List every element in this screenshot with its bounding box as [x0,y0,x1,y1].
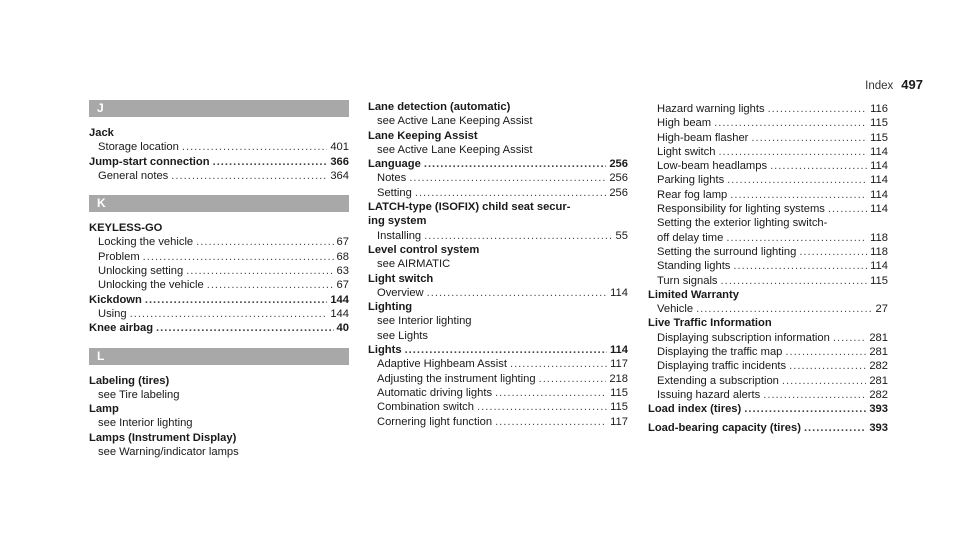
entry-text: Issuing hazard alerts [657,388,761,401]
index-subentry [89,250,349,264]
page-reference[interactable]: 366 [330,155,349,168]
leader-dots [415,186,606,200]
index-entry [368,100,628,114]
index-subentry [648,116,888,130]
entry-text: Jack [89,127,114,139]
index-entry [368,243,628,257]
index-entry [89,293,349,307]
leader-dots [130,307,328,321]
section-gap [89,183,349,195]
page-reference[interactable]: 67 [336,236,349,249]
leader-dots [145,293,327,307]
index-subentry [648,102,888,116]
page-reference[interactable]: 256 [609,158,628,171]
index-subentry [648,216,888,230]
entry-text: Overview [377,286,424,299]
index-subentry [368,357,628,371]
page-reference[interactable]: 115 [870,117,888,130]
page-reference[interactable]: 282 [869,388,888,401]
leader-dots [804,421,866,435]
index-subentry [89,307,349,321]
index-entry [648,288,888,302]
leader-dots [171,169,327,183]
index-subentry [368,314,628,328]
entry-text: Low-beam headlamps [657,160,768,173]
index-column-1 [89,100,349,459]
index-subentry [89,169,349,183]
page-reference[interactable]: 256 [609,186,628,199]
page-reference[interactable]: 117 [610,358,628,371]
entry-text: Lighting [368,301,413,314]
section-letter-j: J [89,100,349,117]
page-reference[interactable]: 68 [336,250,349,263]
page-reference[interactable]: 281 [869,374,888,387]
page-reference[interactable]: 114 [870,174,888,187]
index-subentry [368,171,628,185]
page-reference[interactable]: 401 [330,141,349,154]
section-letter-k: K [89,195,349,212]
page-reference[interactable]: 281 [869,331,888,344]
index-entry [368,300,628,314]
index-column-3 [648,102,888,435]
page-reference[interactable]: 114 [870,260,888,273]
section-gap [89,336,349,348]
entry-text: Lamps (Instrument Display) [89,431,237,444]
index-subentry [648,359,888,373]
index-subentry [368,372,628,386]
leader-dots [182,140,327,154]
index-subentry [648,145,888,159]
page-reference[interactable]: 63 [336,265,349,278]
leader-dots [785,345,866,359]
page-reference[interactable]: 393 [869,403,888,416]
index-entry [89,374,349,388]
index-subentry [648,245,888,259]
page-reference[interactable]: 115 [610,386,628,399]
entry-text: Unlocking setting [98,265,184,278]
entry-text: see Active Lane Keeping Assist [377,115,533,128]
page-reference[interactable]: 116 [870,103,888,115]
entry-text: Unlocking the vehicle [98,279,204,292]
page-reference[interactable]: 115 [870,131,888,144]
entry-text: Automatic driving lights [377,386,493,399]
entry-text: Standing lights [657,260,731,273]
page-reference[interactable]: 364 [330,169,349,182]
leader-dots [828,202,867,216]
entry-text: High-beam flasher [657,131,749,144]
entry-text: Notes [377,172,407,185]
leader-dots [405,343,607,357]
entry-text: Jump-start connection [89,155,210,168]
leader-dots [730,188,867,202]
index-subentry [89,278,349,292]
index-entry [368,272,628,286]
page-reference[interactable]: 114 [870,203,888,216]
index-subentry [368,186,628,200]
entry-text: Extending a subscription [657,374,779,387]
leader-dots [799,245,867,259]
index-subentry [89,445,349,459]
entry-text: Displaying the traffic map [657,346,783,359]
leader-dots [495,415,607,429]
index-subentry [368,286,628,300]
leader-dots [424,157,606,171]
leader-dots [427,286,608,300]
index-subentry [648,388,888,402]
entry-text: High beam [657,117,712,130]
index-entry [648,402,888,416]
index-subentry [648,345,888,359]
entry-text: LATCH-type (ISOFIX) child seat secur- [368,201,571,214]
leader-dots [721,274,868,288]
leader-dots [213,155,328,169]
index-column-2 [368,100,628,429]
leader-dots [409,171,606,185]
index-entry [368,214,628,228]
index-entry [368,200,628,214]
page-reference[interactable]: 144 [330,307,349,320]
index-subentry [648,188,888,202]
leader-dots [156,321,334,335]
leader-dots [751,131,867,145]
entry-text: Using [98,307,127,320]
entry-text: off delay time [657,231,724,244]
entry-text: Adaptive Highbeam Assist [377,358,507,371]
entry-text: Knee airbag [89,322,154,335]
entry-text: see Interior lighting [98,417,193,430]
entry-text: Lane Keeping Assist [368,129,478,142]
page-reference[interactable]: 115 [610,401,628,414]
index-subentry [368,114,628,128]
index-label: Index [865,80,894,92]
index-entry [648,316,888,330]
leader-dots [714,116,867,130]
entry-text: Level control system [368,243,480,256]
index-subentry [648,302,888,316]
page-reference[interactable]: 218 [609,372,628,385]
index-subentry [368,400,628,414]
entry-text: Combination switch [377,401,475,414]
leader-dots [495,386,607,400]
leader-dots [510,357,607,371]
leader-dots [726,231,867,245]
entry-text: General notes [98,169,169,182]
page-reference[interactable]: 114 [609,344,628,357]
page-reference[interactable]: 118 [870,231,888,244]
leader-dots [782,374,866,388]
entry-text: Load index (tires) [648,403,742,416]
page-reference[interactable]: 115 [870,274,888,287]
page-reference[interactable]: 282 [869,360,888,373]
leader-dots [789,359,866,373]
leader-dots [727,173,867,187]
entry-text: KEYLESS-GO [89,222,163,235]
index-entry [89,402,349,416]
page-reference[interactable]: 118 [870,245,888,258]
index-subentry [368,386,628,400]
entry-text: Vehicle [657,303,694,316]
entry-text: Storage location [98,141,179,154]
entry-text: Cornering light function [377,415,493,428]
entry-text: Language [368,158,421,171]
index-subentry [368,257,628,271]
page-reference[interactable]: 114 [870,145,888,158]
entry-text: Kickdown [89,293,142,306]
index-entry [368,157,628,171]
index-subentry [368,415,628,429]
entry-text: Parking lights [657,174,725,187]
entry-text: Problem [98,250,140,263]
index-subentry [648,331,888,345]
leader-dots [833,331,866,345]
entry-text: Light switch [657,145,716,158]
entry-text: ing system [368,215,427,228]
entry-text: Responsibility for lighting systems [657,203,825,216]
page-reference[interactable]: 114 [610,286,628,299]
leader-dots [143,250,334,264]
index-entry [89,431,349,445]
page-reference[interactable]: 117 [610,415,628,428]
entry-text: Load-bearing capacity (tires) [648,421,801,434]
index-subentry [89,416,349,430]
index-subentry [89,140,349,154]
index-subentry [89,264,349,278]
entry-text: see Tire labeling [98,388,180,401]
page-reference[interactable]: 256 [609,172,628,185]
page-reference[interactable]: 27 [875,303,888,316]
index-subentry [368,329,628,343]
leader-dots [477,400,607,414]
entry-text: see AIRMATIC [377,258,451,271]
index-subentry [648,131,888,145]
index-entry [89,321,349,335]
index-subentry [368,143,628,157]
leader-dots [718,145,867,159]
entry-text: see Active Lane Keeping Assist [377,143,533,156]
entry-text: Setting the exterior lighting switch- [657,217,828,230]
entry-text: Limited Warranty [648,288,739,301]
entry-text: Displaying subscription information [657,331,830,344]
entry-text: Turn signals [657,274,718,287]
page-reference[interactable]: 114 [870,188,888,201]
index-subentry [648,159,888,173]
page-reference[interactable]: 40 [336,322,349,335]
index-subentry [648,231,888,245]
entry-text: Adjusting the instrument lighting [377,372,536,385]
entry-text: Hazard warning lights [657,103,765,115]
leader-dots [770,159,867,173]
leader-dots [763,388,866,402]
entry-text: Labeling (tires) [89,374,170,387]
entry-text: see Lights [377,329,428,342]
index-subentry [648,202,888,216]
page-header [865,77,923,93]
index-entry [368,343,628,357]
page-reference[interactable]: 393 [869,421,888,434]
leader-dots [539,372,607,386]
entry-text: Displaying traffic incidents [657,360,787,373]
entry-text: Lamp [89,403,119,416]
leader-dots [768,102,868,116]
leader-dots [696,302,872,316]
index-subentry [648,374,888,388]
entry-text: Setting [377,186,412,199]
entry-text: Live Traffic Information [648,317,772,330]
page-reference[interactable]: 114 [870,160,888,173]
page-reference[interactable]: 55 [615,229,628,242]
entry-text: Lane detection (automatic) [368,101,511,113]
entry-text: Setting the surround lighting [657,245,797,258]
index-subentry [368,229,628,243]
leader-dots [744,402,866,416]
index-subentry [648,274,888,288]
entry-text: see Warning/indicator lamps [98,446,239,459]
leader-dots [196,235,333,249]
index-subentry [648,259,888,273]
page-reference[interactable]: 281 [869,346,888,359]
page-number: 497 [901,77,923,92]
entry-text: Lights [368,344,402,357]
index-entry [368,129,628,143]
index-subentry [648,173,888,187]
page-reference[interactable]: 67 [336,279,349,292]
index-entry [648,421,888,435]
index-subentry [89,388,349,402]
index-entry [89,155,349,169]
leader-dots [186,264,333,278]
index-entry [89,221,349,235]
leader-dots [733,259,867,273]
index-subentry [89,235,349,249]
page-reference[interactable]: 144 [330,293,349,306]
index-entry [89,126,349,140]
section-letter-l: L [89,348,349,365]
entry-text: Light switch [368,272,434,285]
leader-dots [424,229,612,243]
entry-text: Rear fog lamp [657,188,728,201]
leader-dots [207,278,334,292]
entry-text: see Interior lighting [377,315,472,328]
entry-text: Locking the vehicle [98,236,194,249]
entry-text: Installing [377,229,422,242]
